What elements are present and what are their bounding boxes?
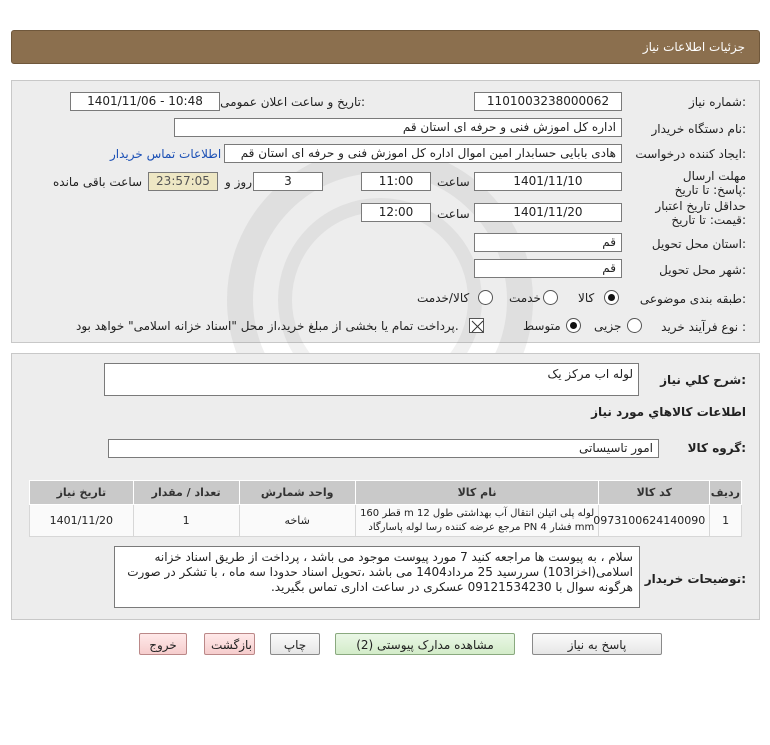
days-label: روز و xyxy=(225,175,252,189)
window-title: جزئیات اطلاعات نیاز xyxy=(642,40,745,54)
city-label: شهر محل تحویل: xyxy=(659,263,746,277)
cell-name: لوله پلی اتیلن انتقال آب بهداشتی طول 12 m قطر 160 mm فشار 4 PN مرجع عرضه کننده رسا لوله پاسارگاد xyxy=(355,505,598,537)
back-button[interactable]: بازگشت xyxy=(204,633,255,655)
city-field: قم xyxy=(474,259,622,278)
buyer-notes-field: سلام ، به پیوست ها مراجعه کنید 7 مورد پیوست موجود می باشد ، پرداخت از طریق اسناد خزانه اسلامی(اخزا103) سررسید 25 مرداد1404 می باشد ،تحویل اسناد حدودا سه ماه ، با تشکر در صورت هرگونه سوال با 09121534230 عسکری در ساعت اداری تماس بگیرید. xyxy=(114,546,640,608)
items-table-header xyxy=(30,481,742,505)
goods-group-label: گروه کالا: xyxy=(687,441,746,455)
col-header-qty: تعداد / مقدار xyxy=(133,481,239,505)
announce-datetime-field: 1401/11/06 - 10:48 xyxy=(70,92,220,111)
col-header-date: تاریخ نیاز xyxy=(30,481,134,505)
validity-label: حداقل تاریخ اعتبار قیمت: تا تاریخ: xyxy=(655,199,746,227)
deadline-time-label: ساعت xyxy=(437,175,470,189)
deadline-time-field: 11:00 xyxy=(361,172,431,191)
summary-field: لوله اب مرکز یک xyxy=(104,363,639,396)
category-radio-goods-service[interactable] xyxy=(478,290,493,305)
buyer-org-label: نام دستگاه خریدار: xyxy=(651,122,746,136)
days-remaining-field: 3 xyxy=(253,172,323,191)
category-option-goods-service: کالا/خدمت xyxy=(417,291,470,305)
items-section-title: اطلاعات کالاهاي مورد نياز xyxy=(591,405,746,419)
category-option-service: خدمت xyxy=(509,291,541,305)
cell-code: 0973100624140090 xyxy=(599,505,710,537)
announce-datetime-label: تاریخ و ساعت اعلان عمومی: xyxy=(220,95,365,109)
process-option-medium: متوسط xyxy=(523,319,561,333)
window-title-bar xyxy=(11,30,760,64)
province-field: قم xyxy=(474,233,622,252)
process-type-label: نوع فرآیند خرید : xyxy=(661,320,746,334)
checkbox-cross-icon xyxy=(470,319,485,334)
goods-group-field: امور تاسیساتی xyxy=(108,439,659,458)
col-header-index: ردیف xyxy=(710,481,742,505)
validity-date-field: 1401/11/20 xyxy=(474,203,622,222)
cell-qty: 1 xyxy=(133,505,239,537)
need-number-label: شماره نیاز: xyxy=(688,95,746,109)
province-label: استان محل تحویل: xyxy=(651,237,746,251)
process-option-minor: جزیی xyxy=(594,319,622,333)
creator-field: هادی بابایی حسابدار امین اموال اداره کل اموزش فنی و حرفه ای استان قم xyxy=(224,144,622,163)
remaining-time-field: 23:57:05 xyxy=(148,172,218,191)
treasury-payment-note: پرداخت تمام یا بخشی از مبلغ خرید،از محل "اسناد خزانه اسلامی" خواهد بود. xyxy=(76,319,459,333)
summary-label: شرح کلي نياز: xyxy=(660,373,746,387)
validity-time-label: ساعت xyxy=(437,207,470,221)
cell-index: 1 xyxy=(710,505,742,537)
creator-label: ایجاد کننده درخواست: xyxy=(635,147,746,161)
category-label: طبقه بندی موضوعی: xyxy=(639,292,746,306)
validity-time-field: 12:00 xyxy=(361,203,431,222)
process-radio-medium[interactable] xyxy=(566,318,581,333)
process-radio-minor[interactable] xyxy=(627,318,642,333)
items-table xyxy=(29,480,742,537)
col-header-code: کد کالا xyxy=(599,481,710,505)
exit-button[interactable]: خروج xyxy=(139,633,187,655)
cell-unit: شاخه xyxy=(239,505,355,537)
deadline-date-field: 1401/11/10 xyxy=(474,172,622,191)
category-option-goods: کالا xyxy=(578,291,595,305)
buyer-contact-link[interactable]: اطلاعات تماس خریدار xyxy=(110,147,222,161)
need-number-field: 1101003238000062 xyxy=(474,92,622,111)
remaining-time-label: ساعت باقی مانده xyxy=(53,175,143,189)
deadline-label: مهلت ارسال پاسخ: تا تاریخ: xyxy=(674,169,746,197)
cell-date: 1401/11/20 xyxy=(30,505,134,537)
table-row xyxy=(30,505,742,537)
print-button[interactable]: چاپ xyxy=(270,633,320,655)
reply-button[interactable]: پاسخ به نیاز xyxy=(532,633,662,655)
view-attachments-button[interactable]: مشاهده مدارک پیوستی (2) xyxy=(335,633,515,655)
category-radio-service[interactable] xyxy=(543,290,558,305)
col-header-unit: واحد شمارش xyxy=(239,481,355,505)
col-header-name: نام کالا xyxy=(355,481,598,505)
treasury-payment-checkbox[interactable] xyxy=(469,318,484,333)
buyer-notes-label: توضیحات خریدار: xyxy=(644,572,746,586)
buyer-org-field: اداره کل اموزش فنی و حرفه ای استان قم xyxy=(174,118,622,137)
category-radio-goods[interactable] xyxy=(604,290,619,305)
